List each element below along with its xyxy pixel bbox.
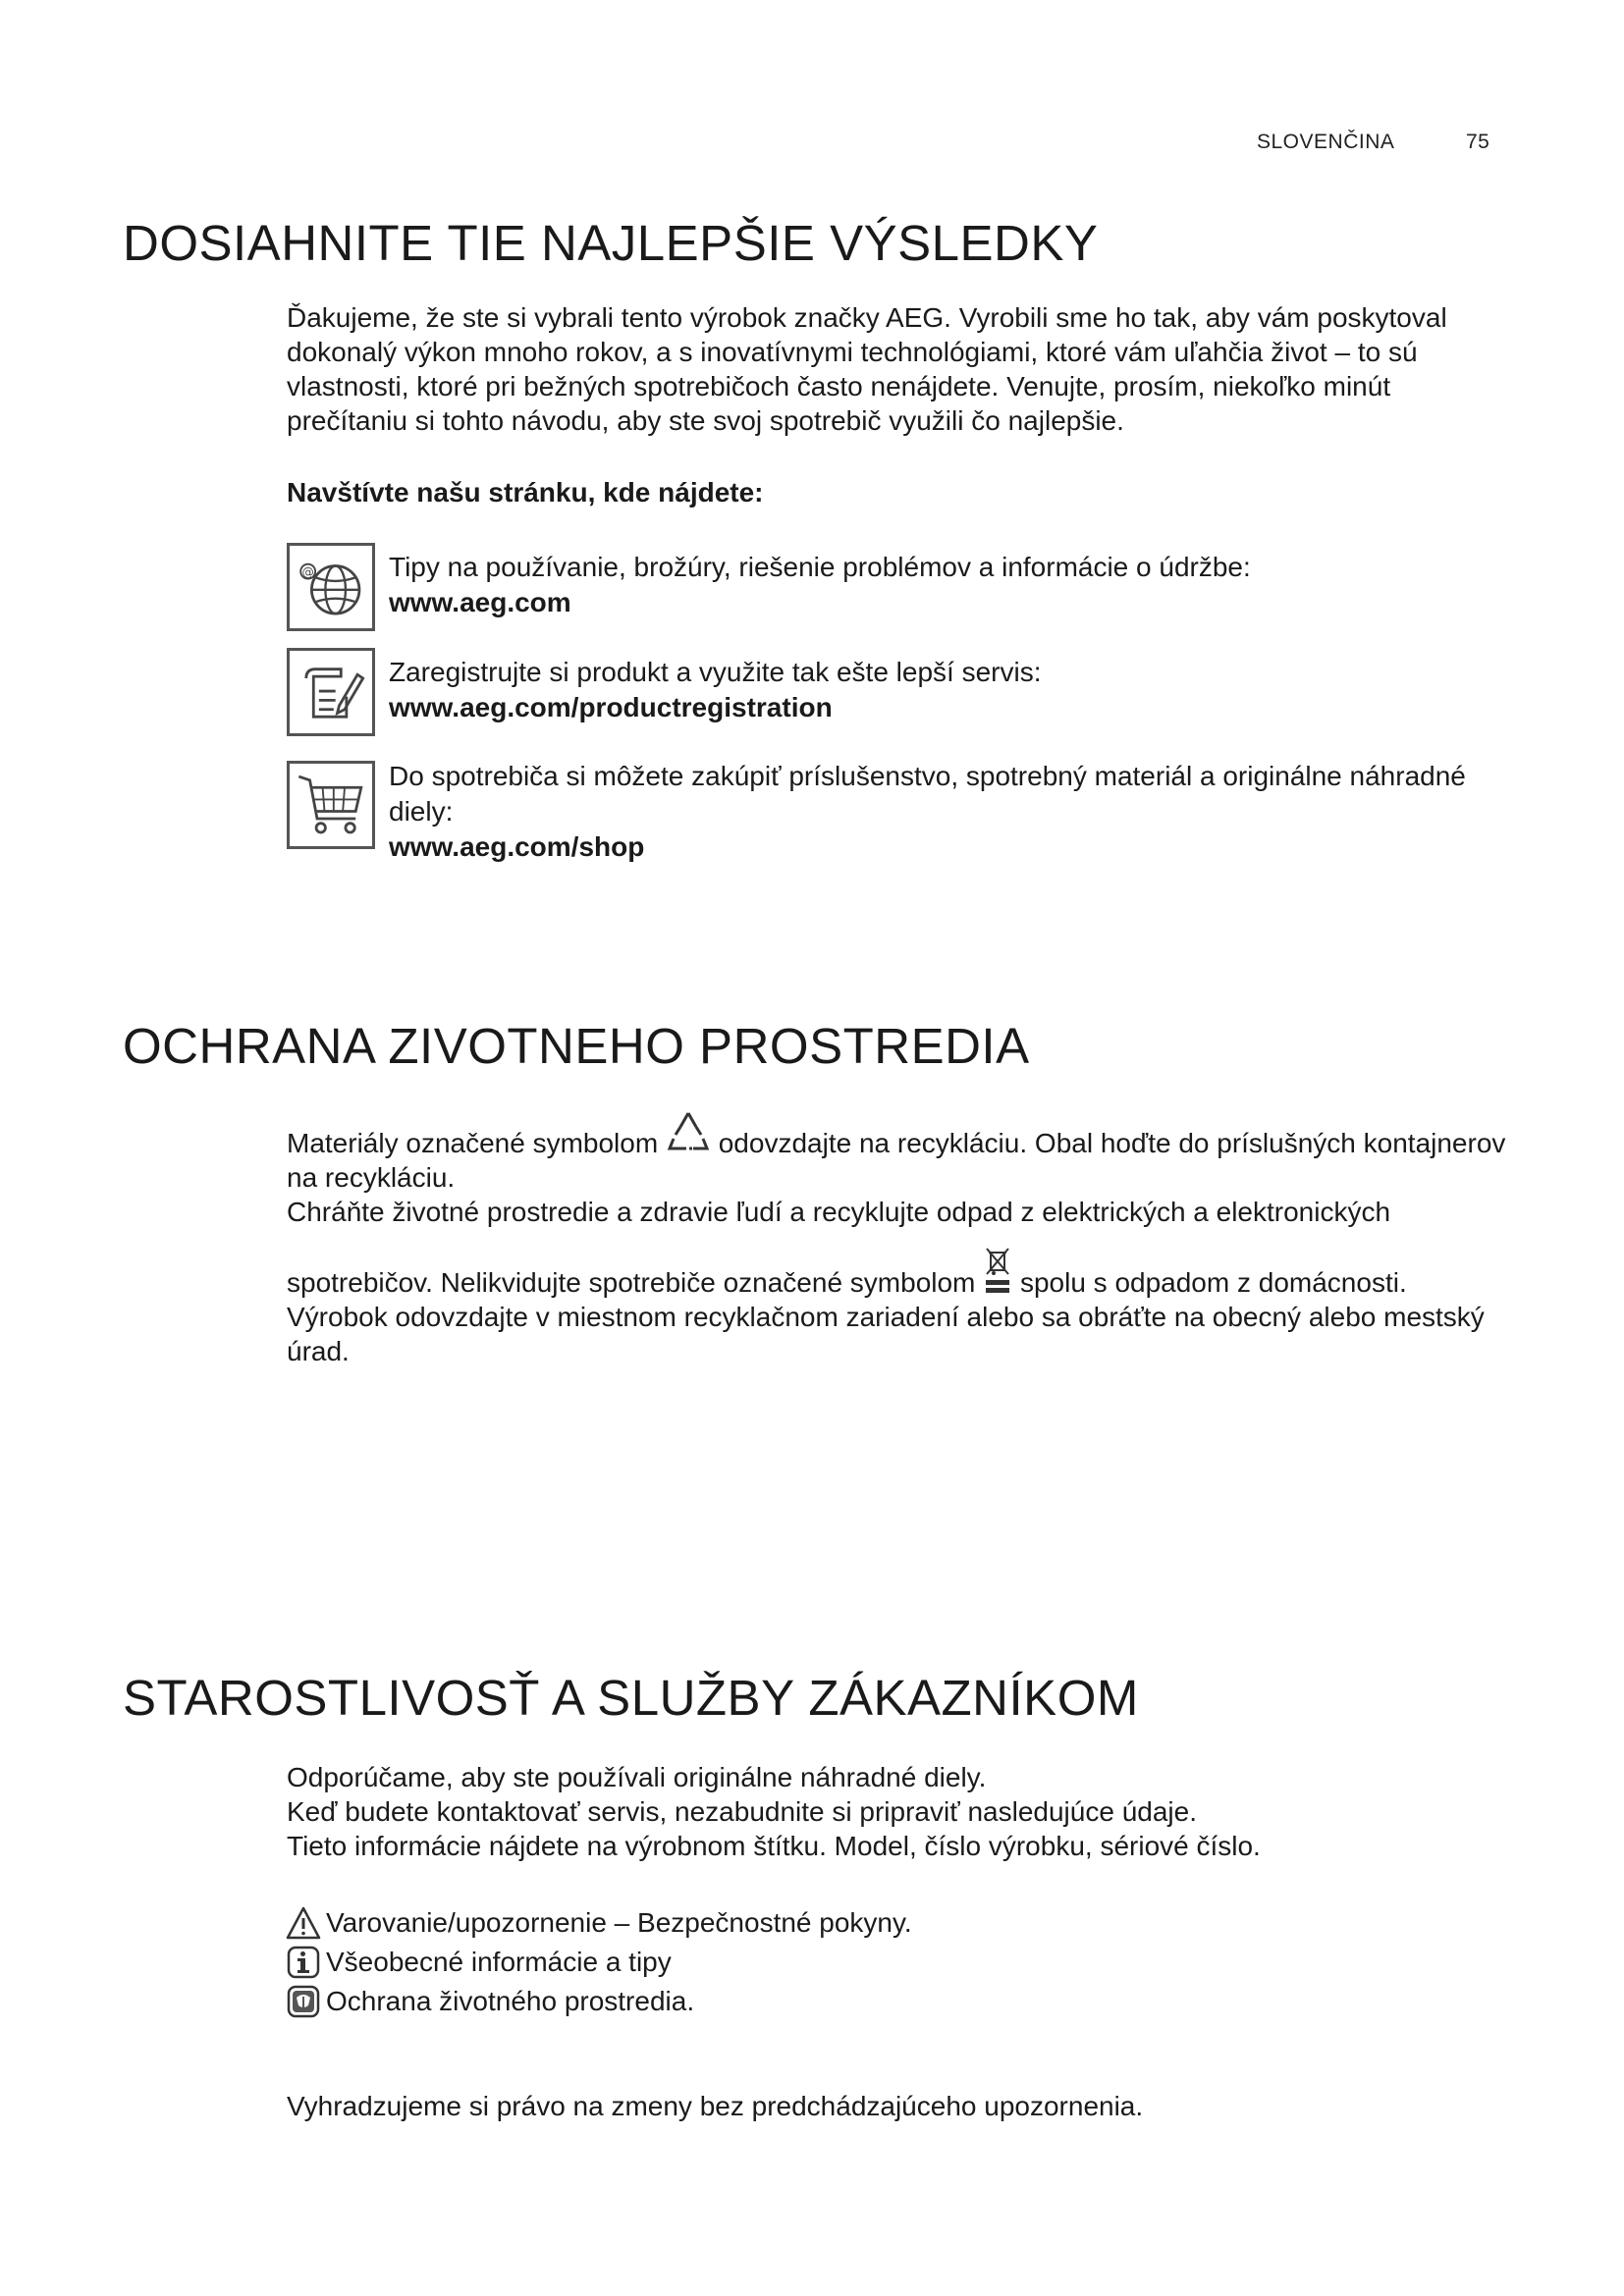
globe-icon: [287, 543, 375, 631]
resource-text: Do spotrebiča si môžete zakúpiť príslušenstvo, spotrebný materiál a originálne náhradné diely:: [389, 761, 1466, 827]
header-language: SLOVENČINA: [1257, 131, 1395, 153]
section-title-customer-service: STAROSTLIVOSŤ A SLUŽBY ZÁKAZNÍKOM: [123, 1670, 1139, 1726]
recycling-text-before: Materiály označené symbolom: [287, 1128, 659, 1158]
resource-text: Zaregistrujte si produkt a využite tak ešte lepší servis:: [389, 657, 1042, 687]
legend-label: Varovanie/upozornenie – Bezpečnostné pokyny.: [326, 1907, 912, 1938]
running-header: [1257, 131, 1492, 154]
protect-paragraph: Chráňte životné prostredie a zdravie ľudí a recyklujte odpad z elektrických a elektronických: [287, 1197, 1391, 1227]
page-number: 75: [1466, 131, 1490, 153]
legend-item-warning: [285, 1904, 912, 1942]
recycle-icon: [666, 1109, 711, 1156]
legend-item-info: [285, 1944, 672, 1981]
weee-bin-icon: [983, 1247, 1012, 1296]
info-icon: [285, 1945, 322, 1980]
section-title-environment: OCHRANA ZIVOTNEHO PROSTREDIA: [123, 1018, 1030, 1074]
resource-link-registration[interactable]: www.aeg.com/productregistration: [389, 692, 833, 722]
visit-heading: Navštívte našu stránku, kde nájdete:: [287, 477, 764, 507]
svg-text:@: @: [301, 564, 314, 579]
disposal-text-after: spolu s odpadom z domácnosti. Výrobok odovzdajte v miestnom recyklačnom zariadení alebo sa obráťte na obecný alebo mestský úrad.: [287, 1267, 1485, 1366]
legend-label: Všeobecné informácie a tipy: [326, 1947, 672, 1977]
resource-link-aeg[interactable]: www.aeg.com: [389, 587, 571, 617]
service-line: Keď budete kontaktovať servis, nezabudnite si pripraviť nasledujúce údaje.: [287, 1796, 1197, 1827]
disposal-text-before: spotrebičov. Nelikvidujte spotrebiče označené symbolom: [287, 1267, 976, 1298]
service-text: [287, 1760, 1504, 1863]
environment-icon: [285, 1984, 322, 2019]
resource-item-shop: [389, 759, 1498, 865]
shopping-cart-icon: [287, 761, 375, 849]
recycling-paragraph: [287, 1109, 1514, 1195]
service-line: Odporúčame, aby ste používali originálne náhradné diely.: [287, 1762, 987, 1792]
section-title-best-results: DOSIAHNITE TIE NAJLEPŠIE VÝSLEDKY: [123, 215, 1099, 271]
resource-text: Tipy na používanie, brožúry, riešenie problémov a informácie o údržbe:: [389, 552, 1251, 582]
resource-item-registration: [389, 655, 1498, 725]
service-line: Tieto informácie nájdete na výrobnom štítku. Model, číslo výrobku, sériové číslo.: [287, 1831, 1261, 1861]
intro-paragraph: Ďakujeme, že ste si vybrali tento výrobok značky AEG. Vyrobili sme ho tak, aby vám poskytoval dokonalý výkon mnoho rokov, a s inovatívnymi technológiami, ktoré vám uľahčia život – to sú vlastnosti, ktoré pri bežných spotrebičoch často nenájdete. Venujte, prosím, niekoľko minút prečítaniu si tohto návodu, aby ste svoj spotrebič využili čo najlepšie.: [287, 302, 1447, 436]
registration-icon: [287, 648, 375, 736]
environment-text: [287, 1109, 1514, 1368]
legend-label: Ochrana životného prostredia.: [326, 1986, 695, 2016]
disclaimer: Vyhradzujeme si právo na zmeny bez predchádzajúceho upozornenia.: [287, 2091, 1144, 2121]
resource-item-tips: [389, 550, 1498, 620]
legend-item-environment: [285, 1983, 694, 2020]
resource-link-shop[interactable]: www.aeg.com/shop: [389, 831, 645, 862]
disposal-paragraph: [287, 1247, 1514, 1368]
recycling-text-after: odovzdajte na recykláciu. Obal hoďte do príslušných kontajnerov na recykláciu.: [287, 1128, 1506, 1193]
warning-icon: [285, 1905, 322, 1941]
